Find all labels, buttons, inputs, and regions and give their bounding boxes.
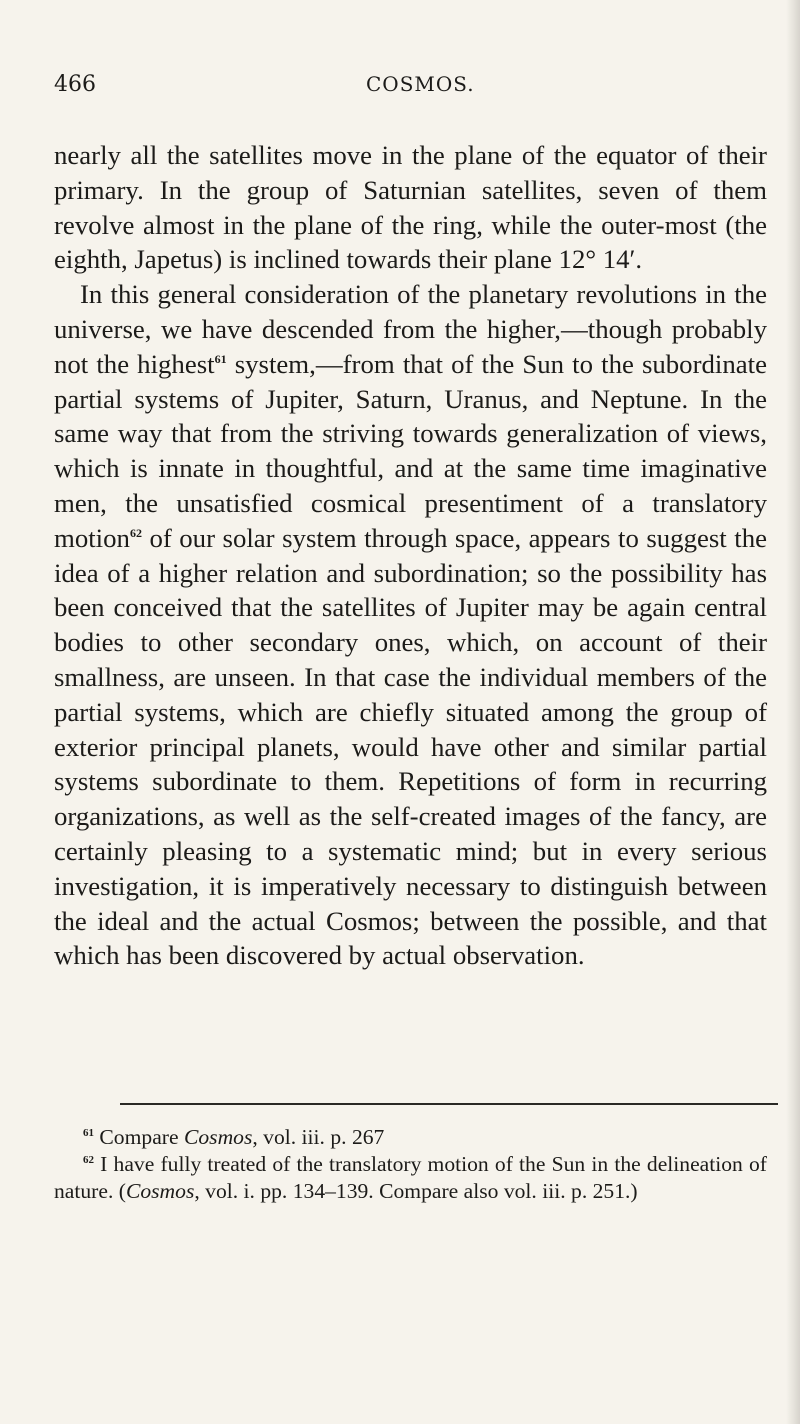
page-edge-shadow — [786, 0, 800, 1424]
footnote-ref-61: 61 — [214, 351, 227, 366]
footnote-mark: 61 — [83, 1127, 94, 1139]
paragraph-2-text-3: of our solar system through space, appears to suggest the idea of a higher relation and subordination; so the possibility has been conceived that the satellites of Jupiter may be again central bodies to other secondary ones, which, on account of their smallness, are unseen. In that case the individual members of the partial systems, which are chiefly situated among the group of exterior principal planets, would have other and similar partial systems subordinate to them. Repetitions of form in recurring organizations, as well as the self-created images of the fancy, are certainly pleasing to a systematic mind; but in every serious investigation, it is imperatively necessary to distinguish between the ideal and the actual Cosmos; between the possible, and that which has been discovered by actual observation. — [54, 522, 767, 971]
footnote-italic-title: Cosmos — [183, 1125, 253, 1149]
paragraph-2-text-1: In this general consideration of the planetary revolutions in the universe, we have descended from the higher,—though probably not the highest — [54, 279, 767, 379]
page-header — [54, 72, 760, 112]
page-number: 466 — [54, 72, 96, 97]
footnote-61 — [54, 1124, 767, 1151]
footnote-text: , vol. i. pp. 134–139. Compare also vol. iii. p. 251.) — [194, 1179, 638, 1203]
running-head: COSMOS. — [366, 72, 475, 96]
footnote-text: , vol. iii. p. 267 — [252, 1125, 385, 1149]
footnotes — [54, 1124, 767, 1205]
paragraph-2-text-2: system,—from that of the Sun to the subordinate partial systems of Jupiter, Saturn, Uranus, and Neptune. In the same way that from the striving towards generalization of views, which is innate in thoughtful, and at the same time imaginative men, the unsatisfied cosmical presentiment of a translatory motion — [54, 348, 767, 553]
paragraph-2 — [54, 277, 767, 973]
footnote-rule — [120, 1103, 778, 1105]
footnote-text: Compare — [99, 1125, 184, 1149]
footnote-62 — [54, 1151, 767, 1205]
footnote-mark: 62 — [83, 1154, 94, 1166]
footnote-ref-62: 62 — [129, 525, 142, 540]
paragraph-1: nearly all the satellites move in the plane of the equator of their primary. In the group of Saturnian satellites, seven of them revolve almost in the plane of the ring, while the outer-most (the eighth, Japetus) is inclined towards their plane 12° 14′. — [54, 140, 767, 275]
footnote-text: I have fully treated of the translatory motion of the Sun in the delineation of nature. ( — [54, 1152, 767, 1203]
footnote-italic-title: Cosmos — [125, 1179, 195, 1203]
body-text — [54, 138, 767, 973]
